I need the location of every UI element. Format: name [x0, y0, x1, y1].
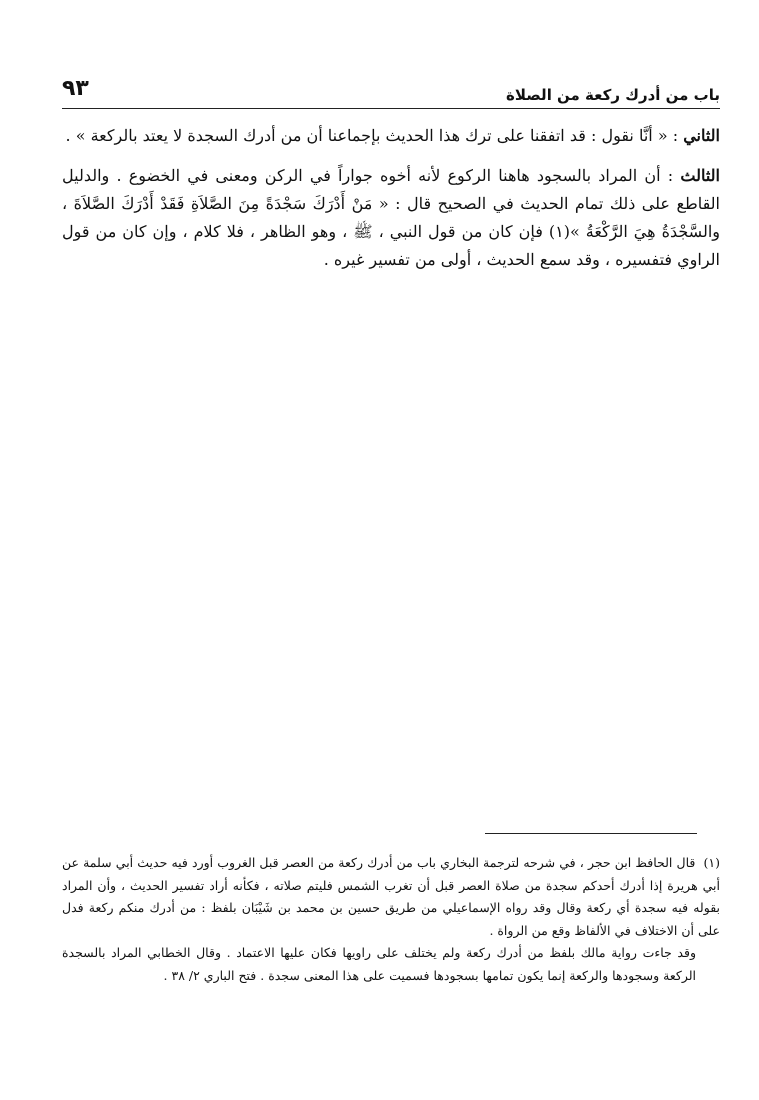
footnote-separator	[485, 833, 697, 834]
running-header	[62, 74, 720, 109]
paragraph-second	[62, 122, 720, 150]
footnote-text: قال الحافظ ابن حجر ، في شرحه لترجمة البخاري باب من أدرك ركعة من العصر قبل الغروب أورد فيه حديث أبي سلمة عن أبي هريرة إذا أدرك أحدكم سجدة من صلاة العصر قبل أن تغرب الشمس فليتم صلاته ، فكأنه أراد تفسير الحديث ، وأن المراد بقوله فيه سجدة أي ركعة وقال وقد رواه الإسماعيلي من طريق حسين بن محمد بن شَيْبَان بلفظ : من أدرك منكم ركعة فدل على أن الاختلاف في الألفاظ وقع من الرواة .	[62, 855, 720, 938]
footnote-number: (١)	[703, 855, 720, 870]
paragraph-lead: الثالث	[680, 166, 720, 185]
main-text	[62, 122, 720, 286]
footnote-continuation: وقد جاءت رواية مالك بلفظ من أدرك ركعة ولم يختلف على راويها فكان عليها الاعتماد . وقال الخطابي المراد بالسجدة الركعة وسجودها والركعة إنما يكون تمامها بسجودها فسميت على هذا المعنى سجدة . فتح الباري ٢/ ٣٨ .	[62, 945, 696, 983]
footnotes	[62, 852, 720, 987]
paragraph-body: : أن المراد بالسجود هاهنا الركوع لأنه أخوه جواراً في الركن ومعنى في الخضوع . والدليل القاطع على ذلك تمام الحديث في الصحيح قال : « مَنْ أَدْرَكَ سَجْدَةً مِنَ الصَّلاَةِ فَقَدْ أَدْرَكَ الصَّلاَةَ ، والسَّجْدَةُ هِيَ الرَّكْعَةُ »(١) فإن كان من قول النبي ، ﷺ ، وهو الظاهر ، فلا كلام ، وإن كان من قول الراوي فتفسيره ، وقد سمع الحديث ، أولى من تفسير غيره .	[62, 166, 721, 269]
paragraph-lead: الثاني	[683, 126, 720, 145]
paragraph-body: : « أنَّا نقول : قد اتفقنا على ترك هذا الحديث بإجماعنا أن من أدرك السجدة لا يعتد بالركعة » .	[65, 126, 679, 145]
page-number: ٩٣	[62, 76, 89, 101]
chapter-title: باب من أدرك ركعة من الصلاة	[506, 86, 720, 104]
footnote-item	[62, 852, 720, 942]
paragraph-third	[62, 162, 720, 274]
